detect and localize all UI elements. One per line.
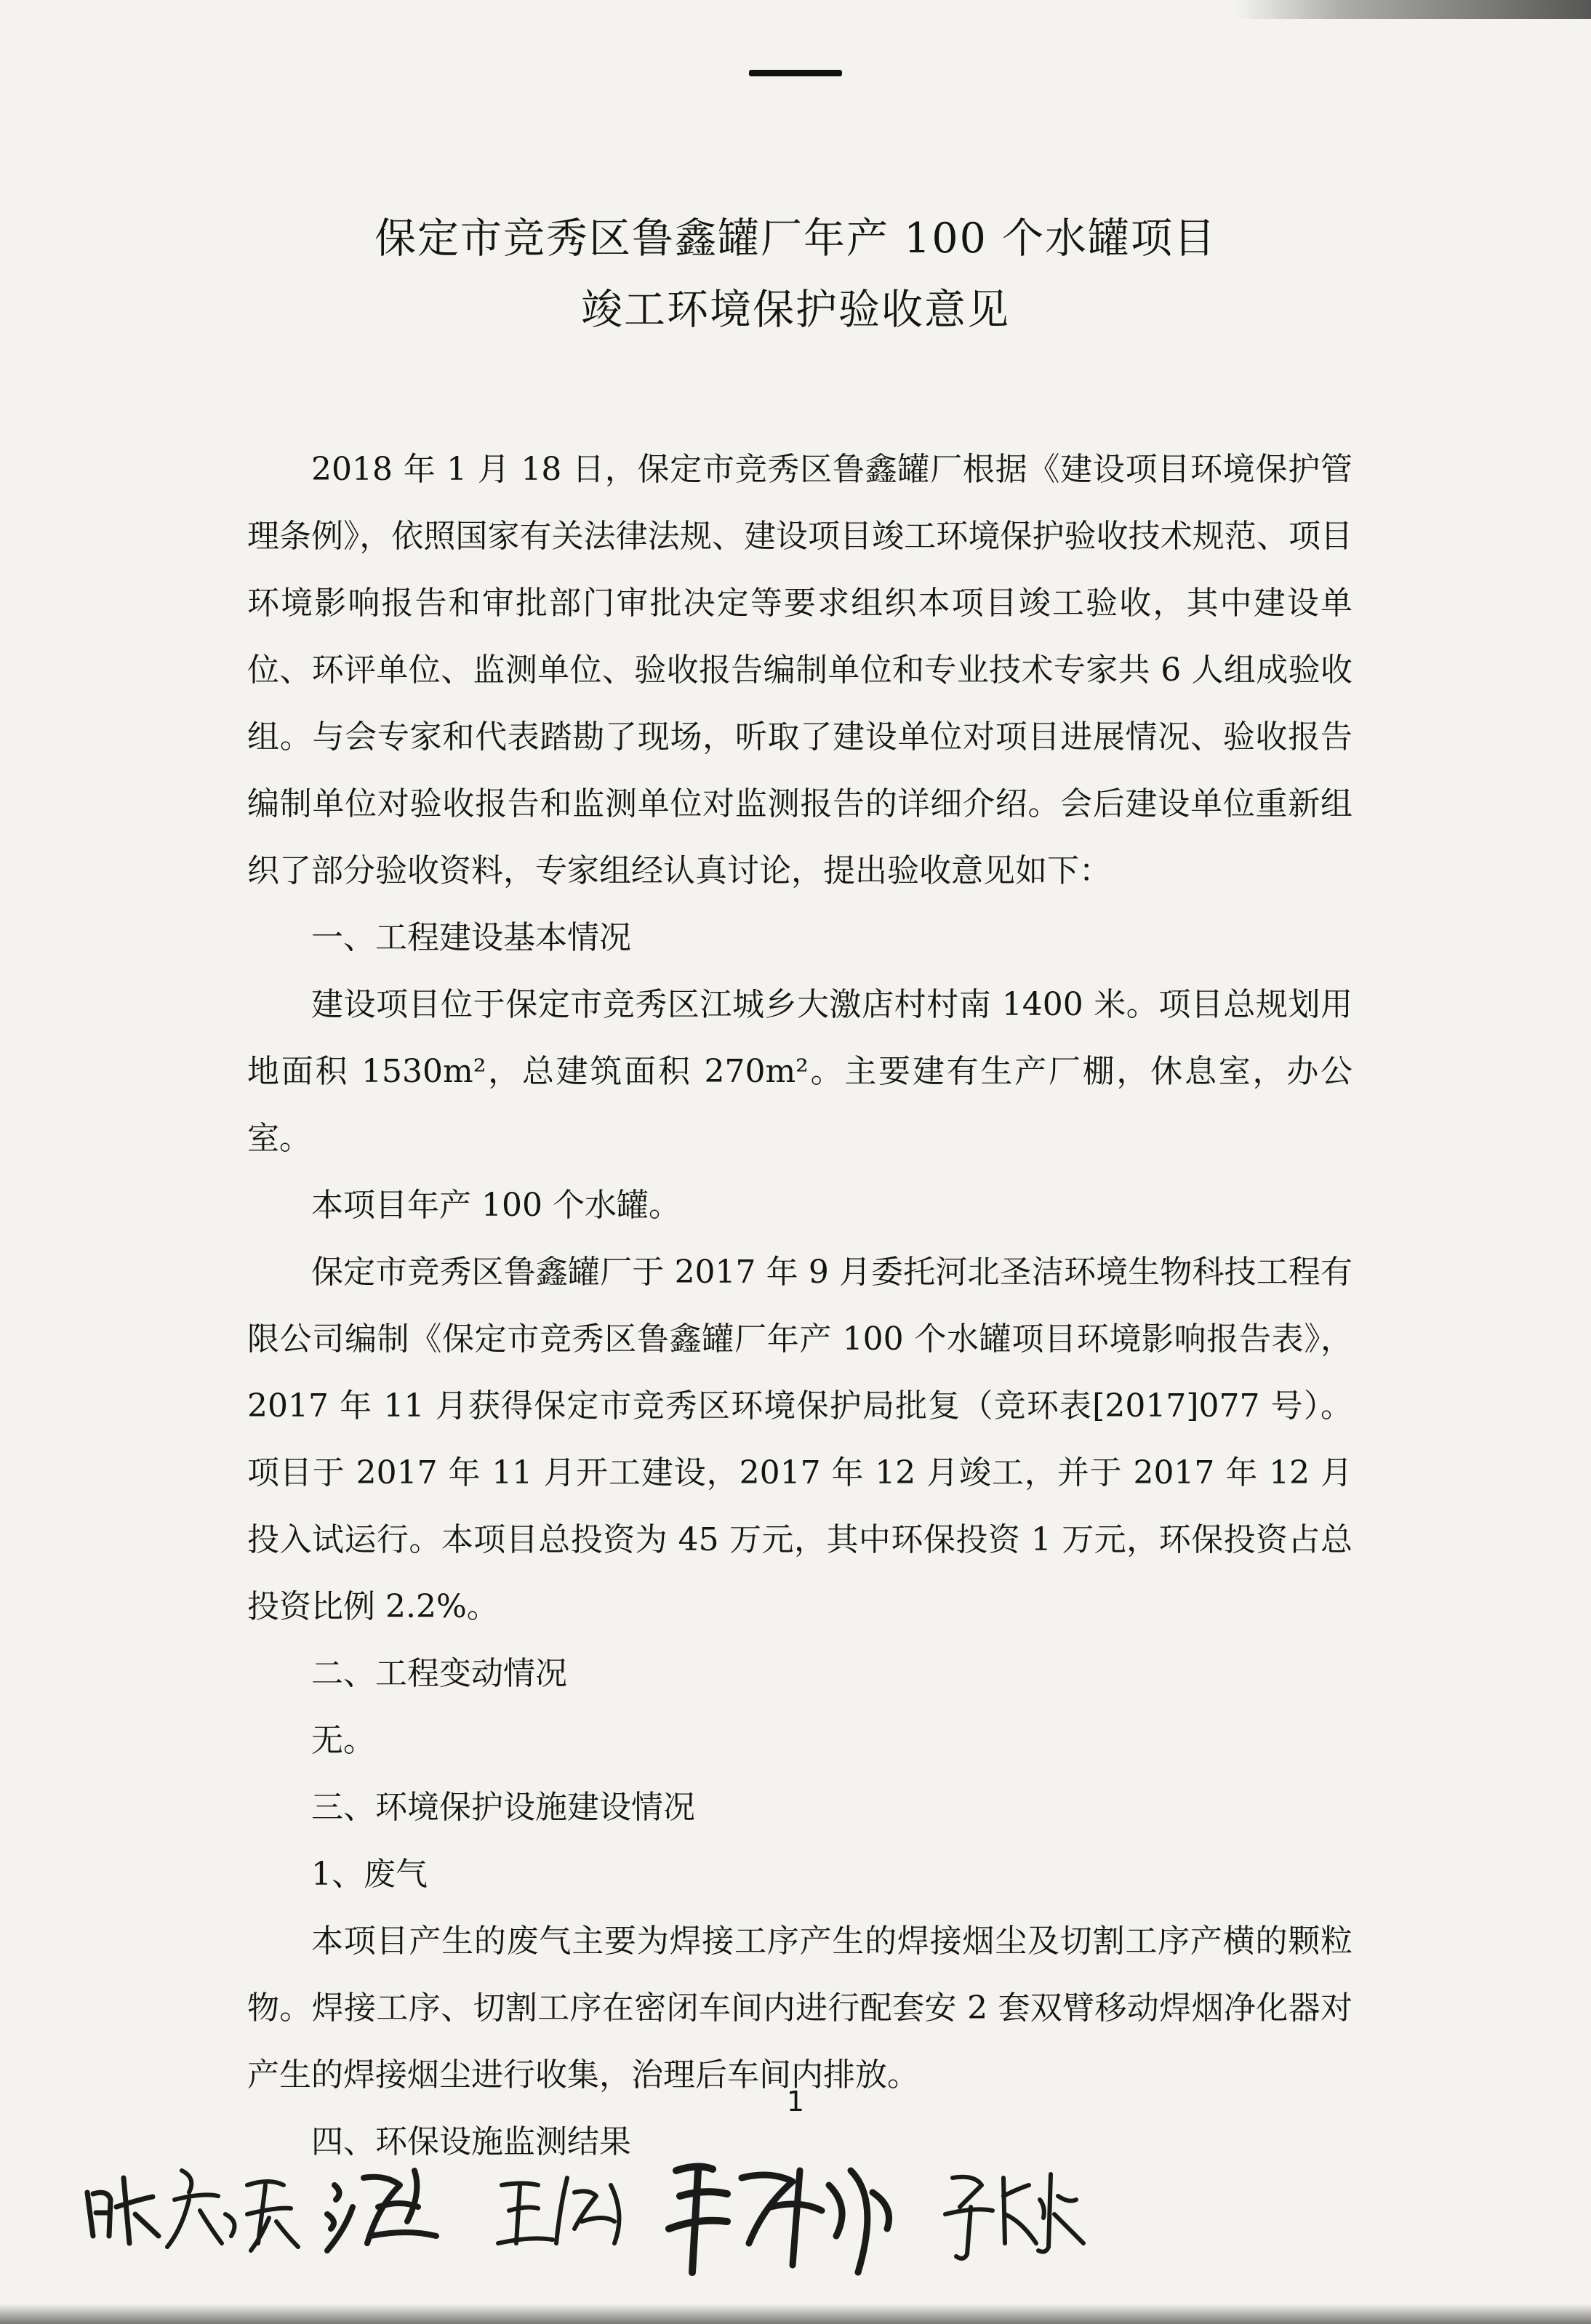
approval-paragraph: 保定市竞秀区鲁鑫罐厂于 2017 年 9 月委托河北圣洁环境生物科技工程有限公司编制《保定市竞秀区鲁鑫罐厂年产 100 个水罐项目环境影响报告表》，2017 年 11 月获得保定市竞秀区环境保护局批复（竞环表[2017]077 号）。项目于 2017 年 11 月开工建设，2017 年 12 月竣工，并于 2017 年 12 月投入试运行。本项目总投资为 45 万元，其中环保投资 1 万元，环保投资占总投资比例 2.2%。 [247, 1254, 1352, 1625]
intro-paragraph: 2018 年 1 月 18 日，保定市竞秀区鲁鑫罐厂根据《建设项目环境保护管理条例》，依照国家有关法律法规、建设项目竣工环境保护验收技术规范、项目环境影响报告和审批部门审批决定等要求组织本项目竣工验收，其中建设单位、环评单位、监测单位、验收报告编制单位和专业技术专家共 6 人组成验收组。与会专家和代表踏勘了现场，听取了建设单位对项目进展情况、验收报告编制单位对验收报告和监测单位对监测报告的详细介绍。会后建设单位重新组织了部分验收资料，专家组经认真讨论，提出验收意见如下： [247, 451, 1352, 889]
section-heading-4: 四、环保设施监测结果 [311, 2123, 631, 2160]
waste-gas-paragraph: 本项目产生的废气主要为焊接工序产生的焊接烟尘及切割工序产横的颗粒物。焊接工序、切割工序在密闭车间内进行配套安 2 套双臂移动焊烟净化器对产生的焊接烟尘进行收集，治理后车间内排放。 [247, 1923, 1352, 2093]
document-body [247, 436, 1352, 2176]
document-title-line2: 竣工环境保护验收意见 [581, 286, 1010, 334]
capacity-paragraph: 本项目年产 100 个水罐。 [311, 1187, 681, 1224]
signature-4 [669, 2166, 889, 2272]
section-heading-1: 一、工程建设基本情况 [311, 919, 631, 956]
handwritten-signatures [73, 2127, 1091, 2294]
subsection-waste-gas: 1、废气 [311, 1856, 428, 1893]
scan-shadow-top [1236, 0, 1591, 19]
signature-2 [327, 2171, 436, 2251]
signature-3 [498, 2178, 619, 2243]
signature-5 [945, 2174, 1083, 2259]
changes-paragraph: 无。 [311, 1722, 375, 1759]
document-title-line1: 保定市竞秀区鲁鑫罐厂年产 100 个水罐项目 [374, 215, 1217, 263]
location-paragraph: 建设项目位于保定市竞秀区江城乡大激店村村南 1400 米。项目总规划用地面积 1530m²，总建筑面积 270m²。主要建有生产厂棚，休息室，办公室。 [247, 986, 1352, 1157]
page-number: 1 [786, 2085, 805, 2117]
top-rule [749, 70, 842, 76]
scan-shadow-bottom [0, 2304, 1591, 2324]
section-heading-2: 二、工程变动情况 [311, 1655, 567, 1692]
signature-strokes [73, 2127, 1091, 2294]
signature-1 [87, 2171, 298, 2251]
section-heading-3: 三、环境保护设施建设情况 [311, 1789, 695, 1826]
